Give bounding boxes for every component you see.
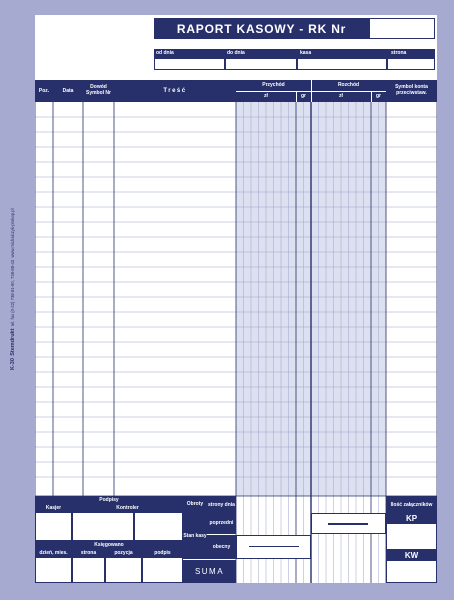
booked-page-input[interactable] xyxy=(72,557,105,583)
label-day-sides: strony dnia xyxy=(207,496,236,513)
col-header-symbol: Symbol konta przeciwstaw. xyxy=(395,84,428,96)
cash-report-form xyxy=(35,15,437,583)
label-cash-balance: Stan kasy xyxy=(183,513,207,559)
booked-date-input[interactable] xyxy=(35,557,72,583)
col-header-poz: Poz. xyxy=(38,87,50,94)
kw-count-input[interactable] xyxy=(386,560,437,583)
kp-count-input[interactable] xyxy=(386,523,437,550)
current-balance-income[interactable] xyxy=(236,535,311,559)
col-header-data: Data xyxy=(62,87,74,94)
col-header-przychod-gr: gr xyxy=(301,93,306,99)
label-controller: Kontroler xyxy=(72,504,183,512)
field-label-to: do dnia xyxy=(227,50,245,56)
field-label-page: strona xyxy=(391,50,407,56)
previous-balance-expense[interactable] xyxy=(311,513,386,534)
booked-col-position: pozycja xyxy=(114,549,133,556)
field-label-from: od dnia xyxy=(156,50,174,56)
col-header-tresc: Treść xyxy=(163,88,187,94)
booked-col-date: dzień, mies. xyxy=(39,549,68,556)
label-previous: poprzedni xyxy=(207,513,236,534)
booked-col-page: strona xyxy=(80,549,97,556)
label-kw: KW xyxy=(386,550,437,560)
label-cashier: Kasjer xyxy=(35,504,72,512)
booked-header: Księgowano xyxy=(35,541,183,549)
col-header-rozchod: Rozchód xyxy=(337,82,360,88)
form-title: RAPORT KASOWY - RK Nr xyxy=(154,18,369,39)
field-label-cash: kasa xyxy=(300,50,312,56)
col-header-przychod-zl: zł xyxy=(264,93,268,99)
publisher-side-text: K-30 Stemdrukt tel. fax (0-22) 738-81-90, 738-88-43 www.michalczyk-prokop.pl xyxy=(10,208,16,370)
controller-signature[interactable] xyxy=(72,512,134,541)
col-header-dowod: Dowód Symbol Nr xyxy=(85,84,111,96)
booked-col-signature: podpis xyxy=(154,549,171,556)
col-header-rozchod-zl: zł xyxy=(339,93,343,99)
label-sum: SUMA xyxy=(183,560,236,583)
label-kp: KP xyxy=(386,513,437,523)
controller-signature-2[interactable] xyxy=(134,512,183,541)
label-turnover: Obroty xyxy=(183,496,207,513)
cashier-signature[interactable] xyxy=(35,512,72,541)
label-current: obecny xyxy=(207,535,236,559)
booked-signature-input[interactable] xyxy=(142,557,183,583)
col-header-rozchod-gr: gr xyxy=(376,93,381,99)
label-attachments: Ilość załączników xyxy=(386,496,437,513)
signatures-header: Podpisy xyxy=(35,496,183,504)
booked-position-input[interactable] xyxy=(105,557,142,583)
col-header-przychod: Przychód xyxy=(262,82,285,88)
